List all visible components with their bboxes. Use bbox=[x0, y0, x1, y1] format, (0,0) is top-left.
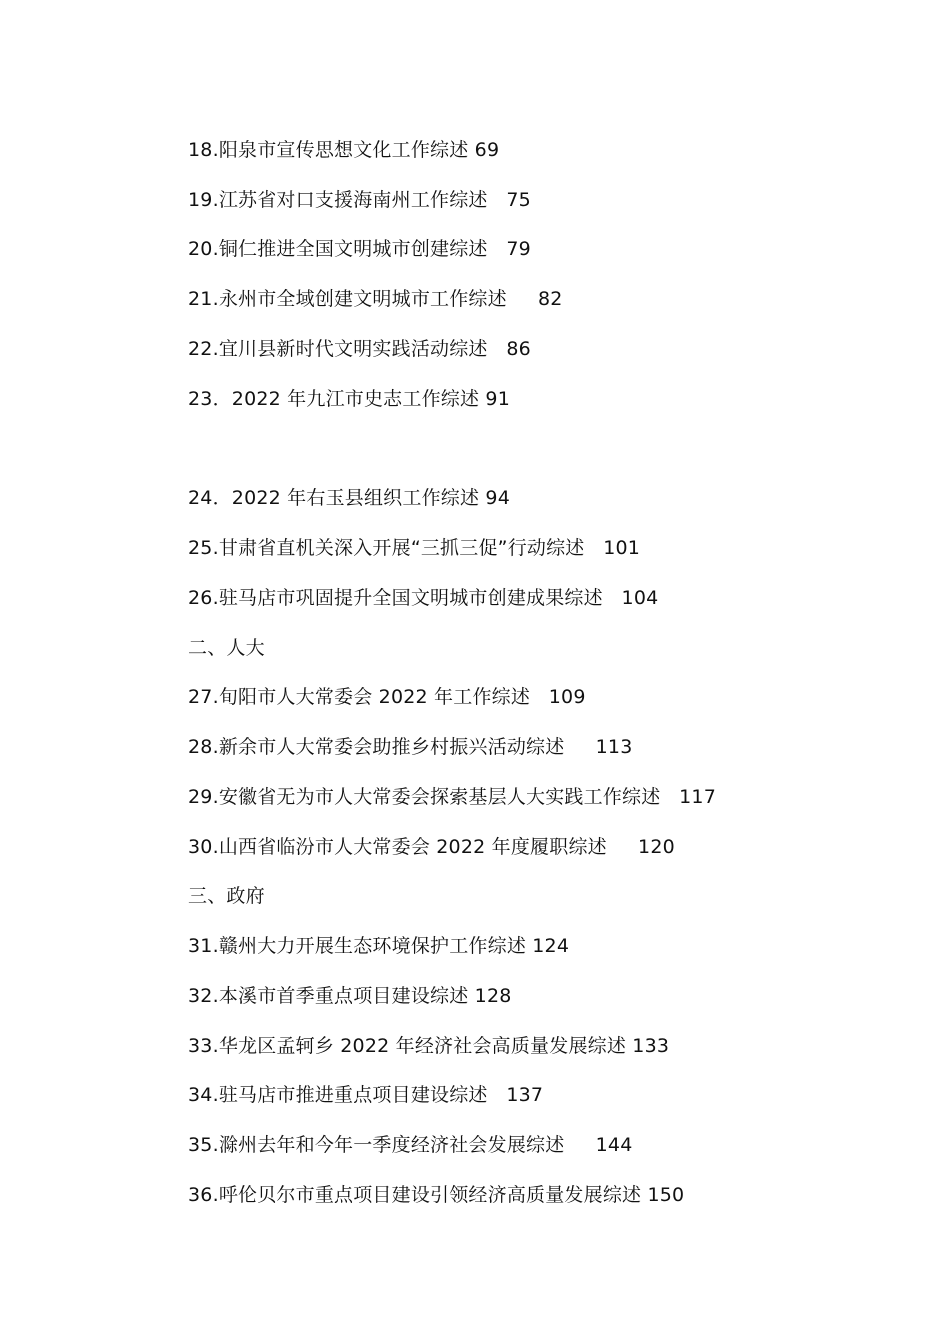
section-heading-renda: 二、人大 bbox=[188, 637, 265, 659]
toc-entry-21[interactable]: 21.永州市全域创建文明城市工作综述 82 bbox=[188, 288, 563, 310]
toc-entry-32[interactable]: 32.本溪市首季重点项目建设综述 128 bbox=[188, 985, 512, 1007]
toc-entry-18[interactable]: 18.阳泉市宣传思想文化工作综述 69 bbox=[188, 139, 500, 161]
toc-entry-23[interactable]: 23．2022 年九江市史志工作综述 91 bbox=[188, 388, 510, 410]
toc-entry-30[interactable]: 30.山西省临汾市人大常委会 2022 年度履职综述 120 bbox=[188, 836, 675, 858]
toc-entry-24[interactable]: 24．2022 年右玉县组织工作综述 94 bbox=[188, 487, 510, 509]
toc-entry-26[interactable]: 26.驻马店市巩固提升全国文明城市创建成果综述 104 bbox=[188, 587, 659, 609]
toc-entry-34[interactable]: 34.驻马店市推进重点项目建设综述 137 bbox=[188, 1084, 544, 1106]
toc-entry-33[interactable]: 33.华龙区孟轲乡 2022 年经济社会高质量发展综述 133 bbox=[188, 1035, 670, 1057]
toc-entry-28[interactable]: 28.新余市人大常委会助推乡村振兴活动综述 113 bbox=[188, 736, 633, 758]
toc-entry-20[interactable]: 20.铜仁推进全国文明城市创建综述 79 bbox=[188, 238, 531, 260]
toc-entry-29[interactable]: 29.安徽省无为市人大常委会探索基层人大实践工作综述 117 bbox=[188, 786, 717, 808]
toc-entry-25[interactable]: 25.甘肃省直机关深入开展“三抓三促”行动综述 101 bbox=[188, 537, 641, 559]
toc-entry-31[interactable]: 31.赣州大力开展生态环境保护工作综述 124 bbox=[188, 935, 570, 957]
toc-entry-27[interactable]: 27.旬阳市人大常委会 2022 年工作综述 109 bbox=[188, 686, 586, 708]
toc-entry-35[interactable]: 35.滁州去年和今年一季度经济社会发展综述 144 bbox=[188, 1134, 633, 1156]
toc-entry-36[interactable]: 36.呼伦贝尔市重点项目建设引领经济高质量发展综述 150 bbox=[188, 1184, 685, 1206]
toc-entry-22[interactable]: 22.宜川县新时代文明实践活动综述 86 bbox=[188, 338, 531, 360]
section-heading-zhengfu: 三、政府 bbox=[188, 885, 265, 907]
toc-entry-19[interactable]: 19.江苏省对口支援海南州工作综述 75 bbox=[188, 189, 531, 211]
